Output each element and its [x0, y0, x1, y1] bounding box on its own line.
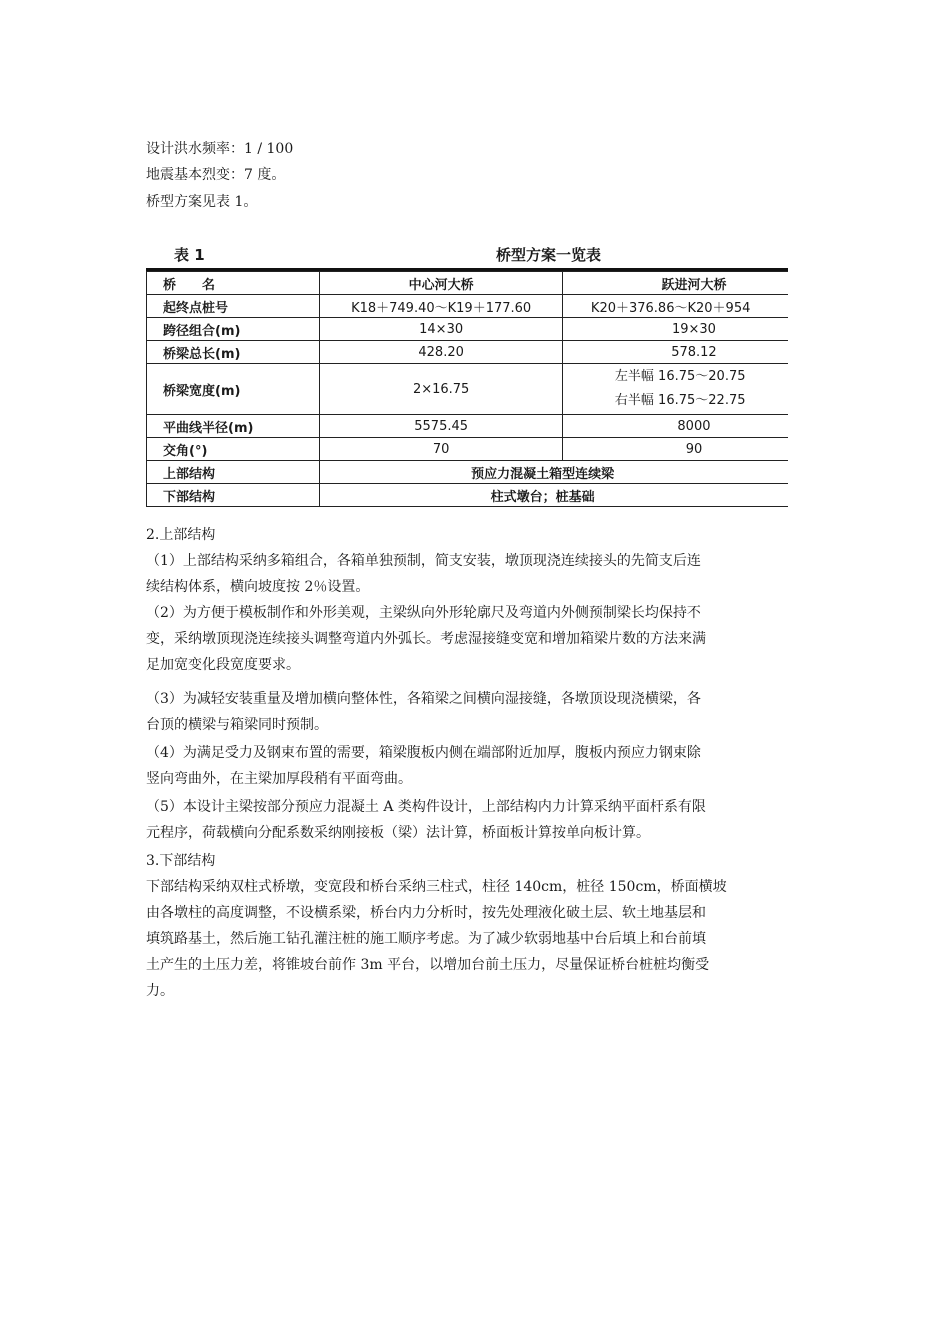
- section2-paragraph-2: [146, 600, 786, 678]
- paragraph-line: 填筑路基土，然后施工钻孔灌注桩的施工顺序考虑。为了减少软弱地基中台后填上和台前填: [146, 931, 706, 947]
- row-label: 交角(°): [147, 438, 320, 461]
- table-row: [147, 484, 789, 507]
- row-value-b: [562, 364, 788, 415]
- table-header-row: [147, 272, 789, 295]
- table-grid: [146, 271, 788, 507]
- paragraph-line: 续结构体系，横向坡度按 2％设置。: [146, 579, 370, 595]
- section2-paragraph-4: [146, 740, 786, 792]
- section2-paragraph-3: [146, 686, 786, 738]
- section2-paragraph-1: [146, 548, 786, 600]
- paragraph-line: 变，采纳墩顶现浇连续接头调整弯道内外弧长。考虑湿接缝变宽和增加箱梁片数的方法来满: [146, 631, 706, 647]
- paragraph-line: 土产生的土压力差，将锥坡台前作 3m 平台，以增加台前土压力，尽量保证桥台桩桩均衡受: [146, 957, 710, 973]
- header-bridge-name: [147, 272, 320, 295]
- row-label: 桥梁总长(m): [147, 341, 320, 364]
- row-value-a: 70: [320, 438, 563, 461]
- table-title: 桥型方案一览表: [496, 246, 602, 264]
- row-value-b: 8000: [562, 415, 788, 438]
- table-row: [147, 318, 789, 341]
- paragraph-line: 足加宽变化段宽度要求。: [146, 657, 300, 673]
- row-value-b: 19×30: [562, 318, 788, 341]
- row-value-a: K18＋749.40～K19＋177.60: [320, 295, 563, 318]
- paragraph-line: （5）本设计主梁按部分预应力混凝土 A 类构件设计，上部结构内力计算采纳平面杆系有限: [146, 799, 706, 815]
- table-row: [147, 461, 789, 484]
- header-col1-text: 桥 名: [163, 277, 216, 293]
- row-label: 上部结构: [147, 461, 320, 484]
- right-half-width: 右半幅 16.75～22.75: [614, 393, 746, 408]
- paragraph-line: 由各墩柱的高度调整，不设横系梁，桥台内力分析时，按先处理液化破土层、软土地基层和: [146, 905, 706, 921]
- row-value-a: 2×16.75: [320, 364, 563, 415]
- section2-heading: 2.上部结构: [146, 527, 216, 543]
- row-label: 起终点桩号: [147, 295, 320, 318]
- table-row: [147, 341, 789, 364]
- section3-paragraph-1: [146, 874, 786, 1004]
- header-yuejinhe: 跃进河大桥: [562, 272, 788, 295]
- row-value-b: 578.12: [562, 341, 788, 364]
- section2-paragraph-5: [146, 794, 786, 846]
- intro-flood-frequency: 设计洪水频率：1 / 100: [146, 141, 294, 157]
- intro-seismic-intensity: 地震基本烈变：7 度。: [146, 167, 286, 183]
- row-merged-value: 预应力混凝土箱型连续梁: [320, 461, 788, 484]
- row-label: 下部结构: [147, 484, 320, 507]
- paragraph-line: （1）上部结构采纳多箱组合，各箱单独预制，简支安装，墩顶现浇连续接头的先简支后连: [146, 553, 701, 569]
- section3-heading: 3.下部结构: [146, 853, 216, 869]
- left-half-width: 左半幅 16.75～20.75: [614, 369, 746, 384]
- intro-table-reference: 桥型方案见表 1。: [146, 194, 258, 210]
- paragraph-line: （2）为方便于模板制作和外形美观，主梁纵向外形轮廓尺及弯道内外侧预制梁长均保持不: [146, 605, 701, 621]
- table-label: 表 1: [174, 246, 205, 264]
- paragraph-line: 台顶的横梁与箱梁同时预制。: [146, 717, 328, 733]
- paragraph-line: 元程序，荷载横向分配系数采纳刚接板（梁）法计算，桥面板计算按单向板计算。: [146, 825, 650, 841]
- table-row: [147, 438, 789, 461]
- row-value-a: 14×30: [320, 318, 563, 341]
- header-zhongxinhe: 中心河大桥: [320, 272, 563, 295]
- table-row: [147, 364, 789, 415]
- row-value-a: 5575.45: [320, 415, 563, 438]
- row-value-a: 428.20: [320, 341, 563, 364]
- row-label: 平曲线半径(m): [147, 415, 320, 438]
- bridge-scheme-table: [146, 238, 788, 518]
- paragraph-line: （4）为满足受力及钢束布置的需要，箱梁腹板内侧在端部附近加厚，腹板内预应力钢束除: [146, 745, 701, 761]
- row-label: 跨径组合(m): [147, 318, 320, 341]
- paragraph-line: 下部结构采纳双柱式桥墩，变宽段和桥台采纳三柱式，柱径 140cm，桩径 150cm，桥面横坡: [146, 879, 727, 895]
- paragraph-line: 竖向弯曲外，在主梁加厚段稍有平面弯曲。: [146, 771, 412, 787]
- row-label: 桥梁宽度(m): [147, 364, 320, 415]
- paragraph-line: （3）为减轻安装重量及增加横向整体性，各箱梁之间横向湿接缝，各墩顶设现浇横梁，各: [146, 691, 701, 707]
- table-row: [147, 295, 789, 318]
- table-row: [147, 415, 789, 438]
- row-merged-value: 柱式墩台；桩基础: [320, 484, 788, 507]
- row-value-b: 90: [562, 438, 788, 461]
- row-value-b: K20＋376.86～K20＋954: [562, 295, 788, 318]
- paragraph-line: 力。: [146, 983, 174, 999]
